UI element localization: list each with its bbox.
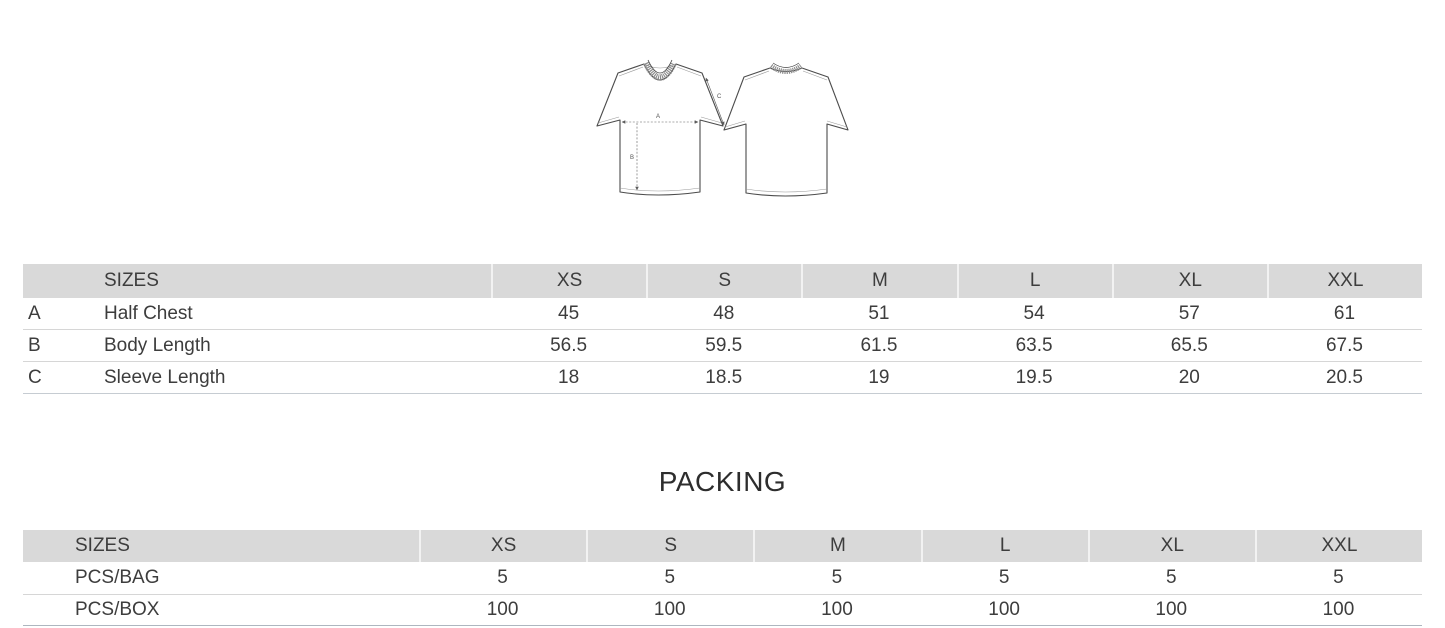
row-label: Half Chest — [104, 302, 193, 324]
size-table-row-half-chest — [23, 298, 1422, 330]
row-label: PCS/BAG — [75, 567, 160, 588]
cell-value: 5 — [664, 567, 676, 588]
cell-value: 18 — [558, 366, 580, 388]
cell-value: 51 — [868, 302, 890, 324]
tshirt-front-view — [597, 60, 723, 195]
cell-value: 63.5 — [1015, 334, 1053, 356]
size-table-header-row — [23, 264, 1422, 298]
cell-value: 56.5 — [550, 334, 588, 356]
size-table-header-col-m: M — [801, 264, 956, 298]
size-table-header-sizes-label: SIZES — [104, 270, 159, 291]
size-table — [23, 264, 1422, 394]
packing-table-header-col-m: M — [753, 530, 920, 562]
tshirt-back-body — [724, 68, 848, 196]
cell-value: 100 — [653, 599, 686, 620]
cell-value: 61.5 — [860, 334, 898, 356]
packing-table-header-col-s: S — [586, 530, 753, 562]
size-table-row-body-length — [23, 330, 1422, 362]
size-table-header-col-l: L — [957, 264, 1112, 298]
cell-value: 59.5 — [705, 334, 743, 356]
tshirt-technical-drawing — [593, 52, 853, 202]
packing-table-row-pcs-bag — [23, 562, 1422, 595]
size-table-header-col-xs: XS — [491, 264, 646, 298]
cell-value: 65.5 — [1170, 334, 1208, 356]
row-label: PCS/BOX — [75, 599, 160, 620]
packing-section-title: PACKING — [658, 466, 787, 497]
measure-label-a: A — [655, 114, 661, 120]
cell-value: 48 — [713, 302, 735, 324]
cell-value: 19.5 — [1015, 366, 1053, 388]
cell-value: 100 — [1155, 599, 1188, 620]
cell-value: 20.5 — [1325, 366, 1363, 388]
packing-table-header-col-xs: XS — [419, 530, 586, 562]
size-table-header-letter-cell — [23, 264, 63, 298]
tshirt-back-view — [724, 63, 848, 196]
row-label: Sleeve Length — [104, 366, 226, 388]
tshirt-front-body — [597, 64, 723, 195]
cell-value: 54 — [1023, 302, 1045, 324]
cell-value: 19 — [868, 366, 890, 388]
size-table-header-col-s: S — [646, 264, 801, 298]
packing-table-header-col-l: L — [921, 530, 1088, 562]
size-table-header-col-xxl: XXL — [1267, 264, 1422, 298]
cell-value: 5 — [1333, 567, 1344, 588]
packing-table-header-col-xl: XL — [1088, 530, 1255, 562]
cell-value: 18.5 — [705, 366, 743, 388]
row-letter: B — [28, 334, 41, 356]
tshirt-back-collar-inner-edge — [773, 63, 799, 68]
cell-value: 5 — [831, 567, 843, 588]
cell-value: 100 — [988, 599, 1020, 620]
cell-value: 100 — [1322, 599, 1355, 620]
packing-table-header-row — [23, 530, 1422, 562]
measure-label-b: B — [629, 155, 634, 161]
packing-table-header-col-xxl: XXL — [1255, 530, 1422, 562]
packing-table-header-sizes-label: SIZES — [75, 535, 130, 556]
row-letter: C — [28, 366, 42, 388]
packing-table — [23, 530, 1422, 626]
row-letter: A — [28, 302, 41, 324]
size-table-header-col-xl: XL — [1112, 264, 1267, 298]
cell-value: 45 — [558, 302, 580, 324]
cell-value: 100 — [486, 599, 519, 620]
cell-value: 5 — [998, 567, 1010, 588]
cell-value: 5 — [497, 567, 508, 588]
measure-label-c: C — [717, 94, 722, 100]
packing-table-row-pcs-box — [23, 595, 1422, 626]
cell-value: 57 — [1178, 302, 1200, 324]
size-table-row-sleeve-length — [23, 362, 1422, 394]
cell-value: 20 — [1178, 366, 1200, 388]
cell-value: 5 — [1165, 567, 1177, 588]
row-label: Body Length — [104, 334, 211, 356]
cell-value: 61 — [1333, 302, 1356, 324]
cell-value: 100 — [821, 599, 853, 620]
cell-value: 67.5 — [1325, 334, 1363, 356]
